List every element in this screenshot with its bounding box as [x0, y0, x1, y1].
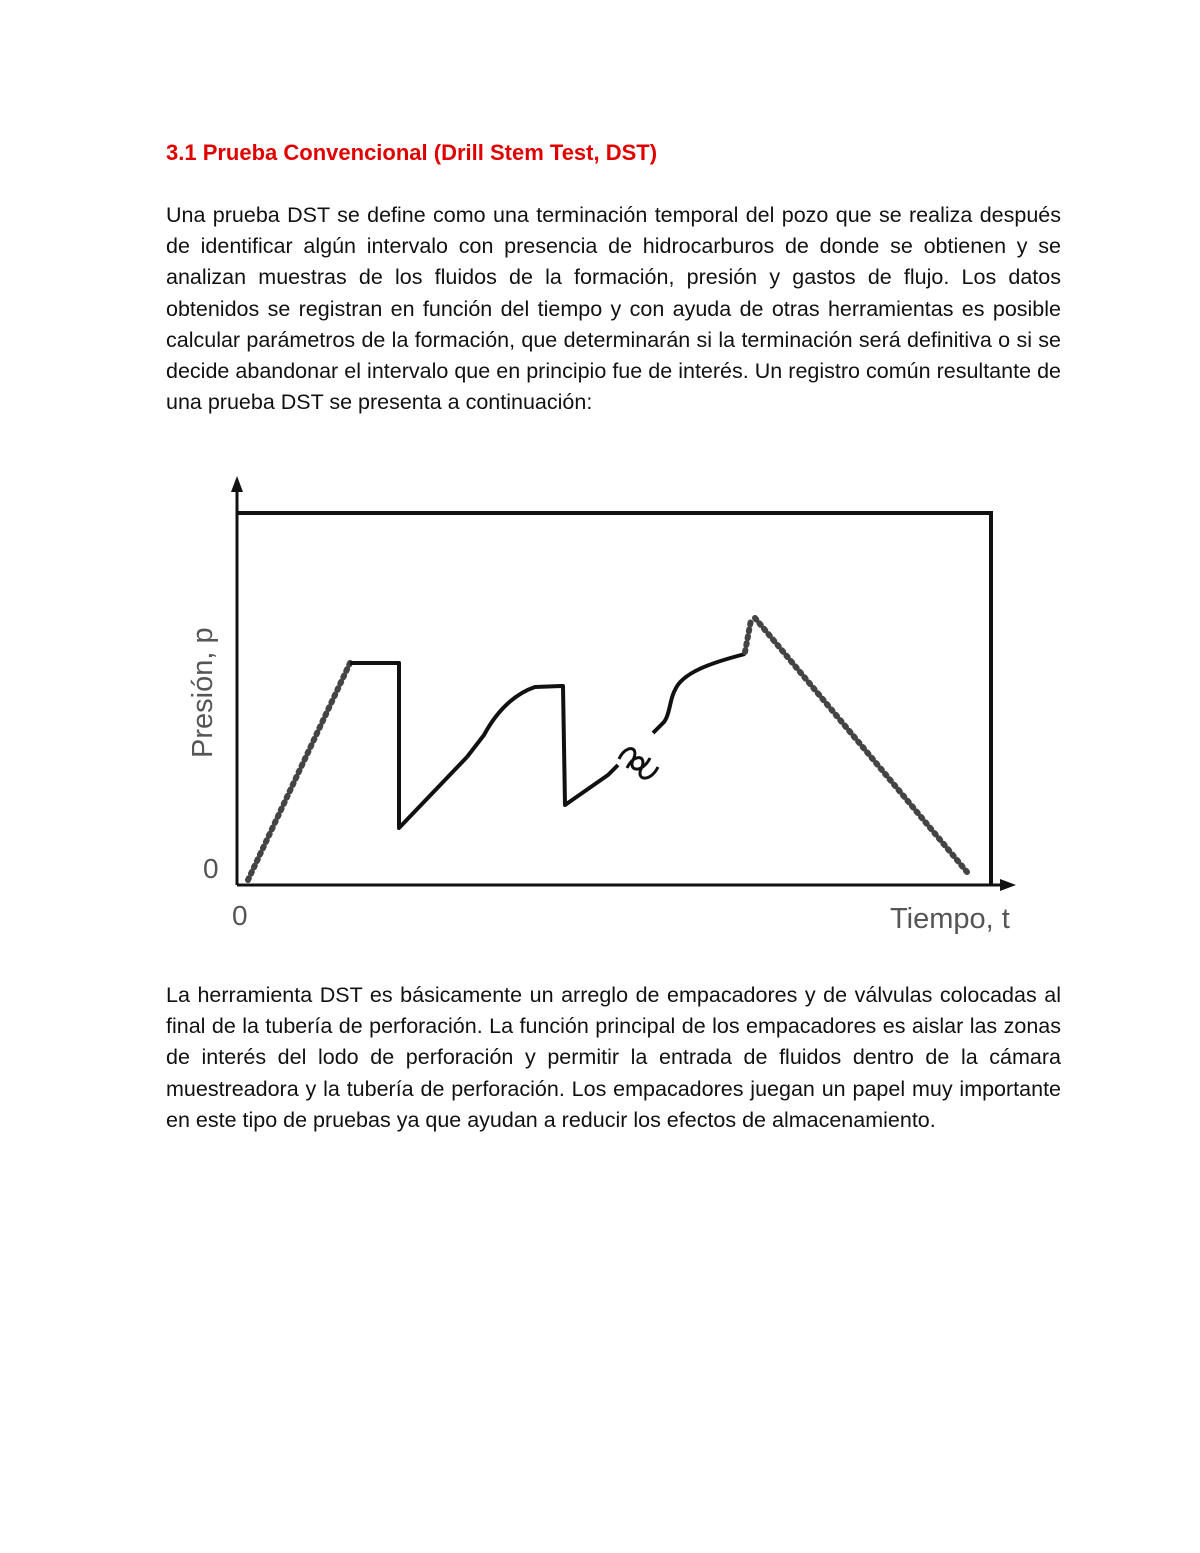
dst-pressure-diagram: [170, 470, 1030, 945]
running-in-curve: [248, 663, 350, 880]
x-origin-label: 0: [232, 900, 248, 931]
plot-frame: [237, 513, 991, 885]
final-rise-curve: [745, 620, 751, 652]
dst-tool-paragraph: La herramienta DST es básicamente un arreglo de empacadores y de válvulas colocadas al final de la tubería de perforación. La función principal de los empacadores es aislar las zonas de interés del lodo de perforación y permitir la entrada de fluidos dentro de la cámara muestreadora y la tubería de perforación. Los empacadores juegan un papel muy importante en este tipo de pruebas ya que ayudan a reducir los efectos de almacenamiento.: [166, 983, 1061, 1132]
break-symbol-icon: [619, 749, 658, 779]
y-axis-label: Presión, p: [187, 627, 219, 758]
section-heading: 3.1 Prueba Convencional (Drill Stem Test, DST): [166, 140, 658, 165]
y-axis-arrow-icon: [231, 476, 243, 492]
final-buildup-curve: [653, 654, 745, 733]
dst-pressure-figure: [170, 470, 1030, 945]
first-flow-curve: [350, 663, 467, 828]
x-axis-label: Tiempo, t: [890, 903, 1010, 935]
y-origin-label: 0: [203, 853, 219, 884]
second-flow-curve: [467, 686, 618, 805]
x-axis-arrow-icon: [1000, 879, 1016, 891]
intro-paragraph: Una prueba DST se define como una terminación temporal del pozo que se realiza después de identificar algún intervalo con presencia de hidrocarburos de donde se obtienen y se analizan muestras de los fluidos de la formación, presión y gastos de flujo. Los datos obtenidos se registran en función del tiempo y con ayuda de otras herramientas es posible calcular parámetros de la formación, que determinarán si la terminación será definitiva o si se decide abandonar el intervalo que en principio fue de interés. Un registro común resultante de una prueba DST se presenta a continuación:: [166, 203, 1061, 415]
pulling-out-curve: [755, 618, 967, 872]
